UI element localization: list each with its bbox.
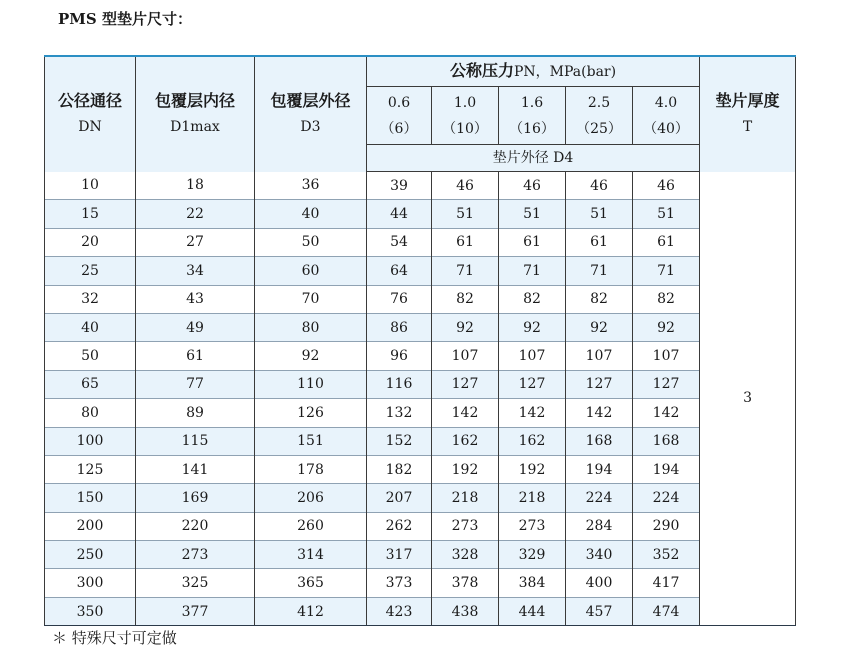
table-cell: 40 (45, 313, 136, 341)
header-dn (45, 56, 136, 172)
table-cell: 207 (367, 484, 432, 512)
table-cell: 162 (432, 427, 499, 455)
table-row (45, 285, 796, 313)
table-row (45, 228, 796, 256)
header-d1-en: D1max (170, 119, 220, 136)
pressure-mpa: 2.5 (587, 94, 611, 111)
gasket-dimension-table (44, 55, 796, 626)
table-cell: 168 (566, 427, 633, 455)
table-cell: 71 (566, 257, 633, 285)
table-cell: 65 (45, 370, 136, 398)
table-cell: 400 (566, 569, 633, 597)
table-cell: 250 (45, 541, 136, 569)
table-row (45, 541, 796, 569)
table-cell: 18 (136, 172, 255, 200)
table-cell: 194 (566, 455, 633, 483)
table-cell: 15 (45, 200, 136, 228)
table-cell: 127 (566, 370, 633, 398)
table-cell: 284 (566, 512, 633, 540)
table-row (45, 455, 796, 483)
table-cell: 224 (633, 484, 700, 512)
table-cell: 150 (45, 484, 136, 512)
table-cell: 218 (499, 484, 566, 512)
table-cell: 350 (45, 597, 136, 625)
table-cell: 273 (432, 512, 499, 540)
table-cell: 46 (633, 172, 700, 200)
table-cell: 142 (432, 399, 499, 427)
header-thickness-en: T (742, 119, 753, 136)
pressure-bar: （16） (509, 120, 555, 137)
table-body (45, 172, 796, 626)
table-cell: 417 (633, 569, 700, 597)
header-pressure-level (367, 87, 432, 145)
table-cell: 61 (136, 342, 255, 370)
table-cell: 151 (255, 427, 367, 455)
header-pressure-level (499, 87, 566, 145)
table-cell: 474 (633, 597, 700, 625)
table-cell: 70 (255, 285, 367, 313)
table-cell: 206 (255, 484, 367, 512)
table-cell: 273 (499, 512, 566, 540)
table-cell: 44 (367, 200, 432, 228)
table-cell: 224 (566, 484, 633, 512)
header-d3 (255, 56, 367, 172)
table-cell: 64 (367, 257, 432, 285)
table-cell: 61 (432, 228, 499, 256)
table-cell: 168 (633, 427, 700, 455)
header-pressure-cn: 公称压力 (449, 61, 514, 80)
table-cell: 76 (367, 285, 432, 313)
table-cell: 43 (136, 285, 255, 313)
table-row (45, 427, 796, 455)
table-cell: 141 (136, 455, 255, 483)
table-cell: 200 (45, 512, 136, 540)
page-title: PMS 型垫片尺寸： (58, 10, 192, 28)
table-cell: 423 (367, 597, 432, 625)
table-cell: 329 (499, 541, 566, 569)
table-cell: 82 (566, 285, 633, 313)
table-cell: 116 (367, 370, 432, 398)
table-cell: 218 (432, 484, 499, 512)
pressure-bar: （6） (380, 120, 418, 137)
table-cell: 152 (367, 427, 432, 455)
pressure-mpa: 0.6 (387, 94, 411, 111)
table-cell: 110 (255, 370, 367, 398)
table-cell: 192 (432, 455, 499, 483)
table-cell: 92 (432, 313, 499, 341)
header-d4: 垫片外径 D4 (367, 145, 700, 172)
header-pressure-level (566, 87, 633, 145)
table-cell: 412 (255, 597, 367, 625)
table-cell: 182 (367, 455, 432, 483)
header-thickness-cn: 垫片厚度 (715, 91, 780, 111)
table-row (45, 342, 796, 370)
header-d3-cn: 包覆层外径 (270, 91, 351, 111)
table-cell: 365 (255, 569, 367, 597)
header-dn-cn: 公径通径 (57, 91, 122, 111)
table-cell: 290 (633, 512, 700, 540)
table-cell: 125 (45, 455, 136, 483)
table-cell: 107 (566, 342, 633, 370)
table-cell: 127 (633, 370, 700, 398)
table-cell: 373 (367, 569, 432, 597)
table-cell: 132 (367, 399, 432, 427)
pressure-bar: （40） (643, 120, 689, 137)
table-row (45, 200, 796, 228)
table-cell: 378 (432, 569, 499, 597)
table-cell: 262 (367, 512, 432, 540)
header-d3-en: D3 (300, 119, 321, 136)
table-cell: 438 (432, 597, 499, 625)
table-cell: 107 (499, 342, 566, 370)
table-cell: 92 (633, 313, 700, 341)
table-cell: 71 (432, 257, 499, 285)
header-pressure (367, 56, 700, 87)
table-cell: 20 (45, 228, 136, 256)
table-cell: 61 (633, 228, 700, 256)
header-d1 (136, 56, 255, 172)
table-cell: 61 (566, 228, 633, 256)
table-cell: 34 (136, 257, 255, 285)
table-cell: 71 (633, 257, 700, 285)
table-cell: 220 (136, 512, 255, 540)
table-cell: 100 (45, 427, 136, 455)
table-cell: 32 (45, 285, 136, 313)
table-cell: 89 (136, 399, 255, 427)
table-cell: 142 (633, 399, 700, 427)
table-cell: 178 (255, 455, 367, 483)
header-d1-cn: 包覆层内径 (154, 91, 235, 111)
table-cell: 384 (499, 569, 566, 597)
pressure-bar: （25） (576, 120, 622, 137)
table-cell: 92 (255, 342, 367, 370)
table-cell: 51 (499, 200, 566, 228)
table-cell: 54 (367, 228, 432, 256)
table-row (45, 172, 796, 200)
table-row (45, 569, 796, 597)
table-cell: 60 (255, 257, 367, 285)
table-cell: 92 (566, 313, 633, 341)
table-cell: 340 (566, 541, 633, 569)
table-row (45, 370, 796, 398)
table-cell: 40 (255, 200, 367, 228)
header-pressure-en: PN，MPa(bar) (514, 64, 617, 80)
table-cell: 317 (367, 541, 432, 569)
table-cell: 444 (499, 597, 566, 625)
table-cell: 162 (499, 427, 566, 455)
table-cell: 77 (136, 370, 255, 398)
header-thickness (700, 56, 796, 172)
table-row (45, 484, 796, 512)
table-cell: 142 (566, 399, 633, 427)
pressure-mpa: 1.6 (520, 94, 544, 111)
table-cell: 314 (255, 541, 367, 569)
table-cell: 36 (255, 172, 367, 200)
table-cell: 107 (633, 342, 700, 370)
table-cell: 96 (367, 342, 432, 370)
table-cell: 82 (499, 285, 566, 313)
table-cell: 25 (45, 257, 136, 285)
table-cell: 142 (499, 399, 566, 427)
table-row (45, 597, 796, 625)
table-row (45, 512, 796, 540)
table-cell: 273 (136, 541, 255, 569)
pressure-mpa: 1.0 (453, 94, 477, 111)
table-cell: 51 (633, 200, 700, 228)
table-cell: 51 (566, 200, 633, 228)
table-row (45, 257, 796, 285)
table-cell: 80 (45, 399, 136, 427)
footnote: ＊ 特殊尺寸可定做 (52, 629, 177, 647)
table-cell: 10 (45, 172, 136, 200)
table-cell: 169 (136, 484, 255, 512)
table-cell: 49 (136, 313, 255, 341)
table-cell: 51 (432, 200, 499, 228)
table-cell: 27 (136, 228, 255, 256)
table-cell: 457 (566, 597, 633, 625)
thickness-value: 3 (700, 172, 796, 626)
table-cell: 115 (136, 427, 255, 455)
table-cell: 92 (499, 313, 566, 341)
table-cell: 39 (367, 172, 432, 200)
table-cell: 82 (432, 285, 499, 313)
table-cell: 22 (136, 200, 255, 228)
table-cell: 46 (499, 172, 566, 200)
table-cell: 325 (136, 569, 255, 597)
table-cell: 328 (432, 541, 499, 569)
pressure-bar: （10） (442, 120, 488, 137)
table-cell: 61 (499, 228, 566, 256)
table-cell: 192 (499, 455, 566, 483)
header-pressure-level (633, 87, 700, 145)
table-cell: 107 (432, 342, 499, 370)
table-cell: 71 (499, 257, 566, 285)
table-cell: 127 (432, 370, 499, 398)
header-dn-en: DN (78, 119, 102, 136)
table-cell: 80 (255, 313, 367, 341)
table-cell: 50 (45, 342, 136, 370)
table-cell: 86 (367, 313, 432, 341)
table-cell: 46 (432, 172, 499, 200)
table-cell: 377 (136, 597, 255, 625)
table-row (45, 313, 796, 341)
table-cell: 82 (633, 285, 700, 313)
table-cell: 352 (633, 541, 700, 569)
table-cell: 260 (255, 512, 367, 540)
table-cell: 46 (566, 172, 633, 200)
table-cell: 194 (633, 455, 700, 483)
table-cell: 50 (255, 228, 367, 256)
table-row (45, 399, 796, 427)
table-cell: 126 (255, 399, 367, 427)
header-pressure-level (432, 87, 499, 145)
table-cell: 127 (499, 370, 566, 398)
pressure-mpa: 4.0 (654, 94, 678, 111)
table-cell: 300 (45, 569, 136, 597)
